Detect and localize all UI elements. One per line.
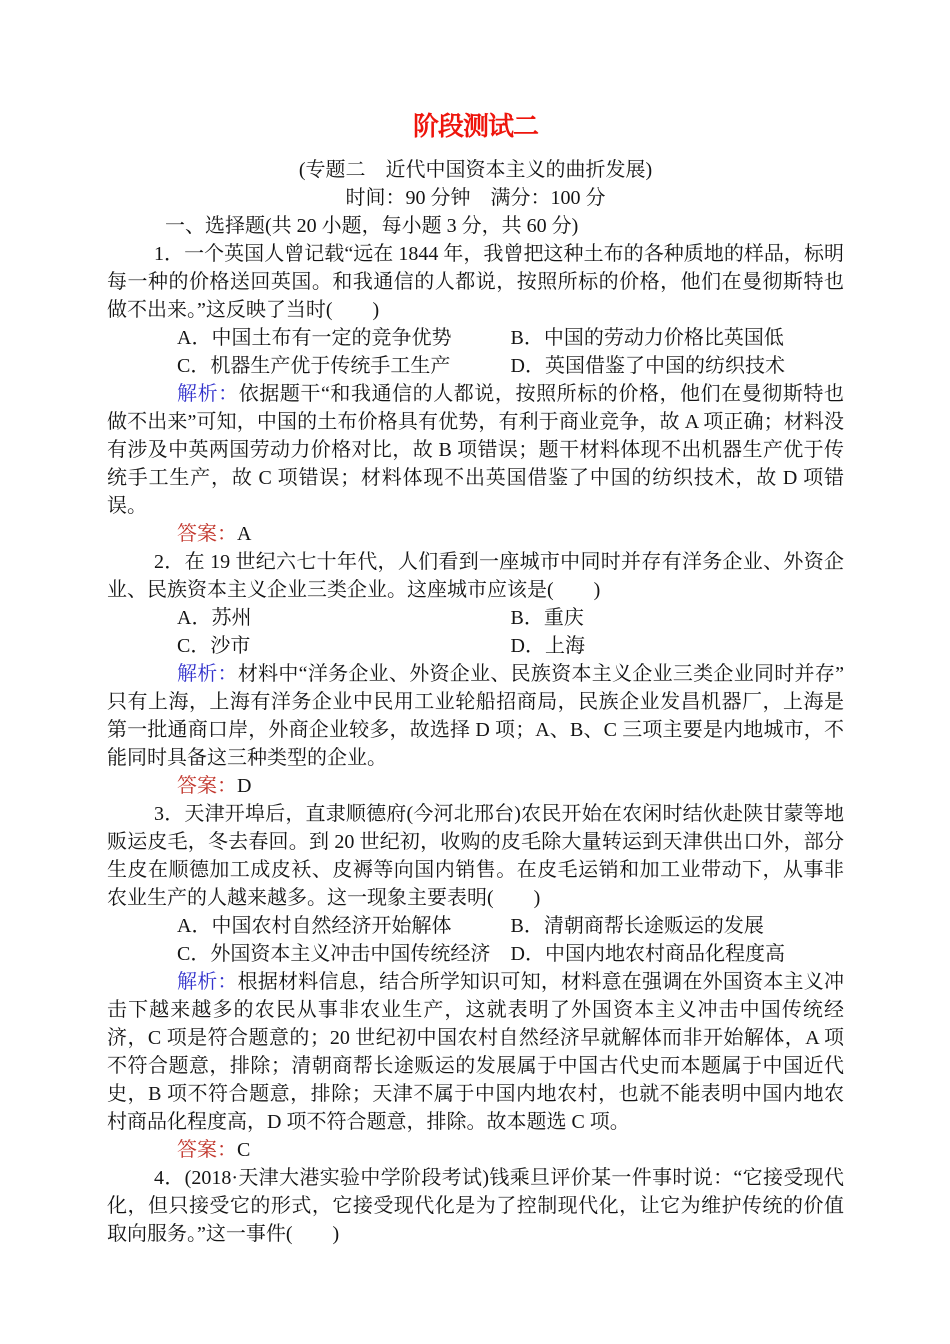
answer-label: 答案：	[177, 775, 237, 797]
analysis-label: 解析：	[177, 663, 238, 685]
option-c: C．机器生产优于传统手工生产	[177, 355, 451, 377]
answer-value: D	[237, 775, 252, 797]
analysis-text: 根据材料信息，结合所学知识可知，材料意在强调在外国资本主义冲击下越来越多的农民从事非农业生产，这就表明了外国资本主义冲击中国传统经济，C 项是符合题意的；20 世纪初中国农村自然经济早就解体而非开始解体，A 项不符合题意，排除；清朝商帮长途贩运的发展属于中国古代史而本题属于中国近代史，B 项不符合题意，排除；天津不属于中国内地农村，也就不能表明中国内地农村商品化程度高，D 项不符合题意，排除。故本题选 C 项。	[107, 971, 844, 1133]
question-block	[107, 1164, 844, 1248]
options-row	[107, 324, 844, 352]
options-row	[107, 604, 844, 632]
analysis-label: 解析：	[177, 383, 239, 405]
option-b: B．清朝商帮长途贩运的发展	[510, 915, 764, 937]
option-d: D．英国借鉴了中国的纺织技术	[510, 355, 785, 377]
options-row	[107, 940, 844, 968]
analysis-label: 解析：	[177, 971, 238, 993]
option-b: B．重庆	[510, 607, 584, 629]
answer	[107, 772, 844, 800]
question-block	[107, 800, 844, 1164]
answer-value: A	[237, 523, 252, 545]
option-c: C．外国资本主义冲击中国传统经济	[177, 943, 491, 965]
answer	[107, 1136, 844, 1164]
question-stem: 3．天津开埠后，直隶顺德府(今河北邢台)农民开始在农闲时结伙赴陕甘蒙等地贩运皮毛，冬去春回。到 20 世纪初，收购的皮毛除大量转运到天津供出口外，部分生皮在顺德加工成皮袄、皮褥等向国内销售。在皮毛运销和加工业带动下，从事非农业生产的人越来越多。这一现象主要表明( )	[107, 803, 844, 909]
answer-label: 答案：	[177, 523, 237, 545]
answer-value: C	[237, 1139, 251, 1161]
analysis-text: 依据题干“和我通信的人都说，按照所标的价格，他们在曼彻斯特也做不出来”可知，中国的土布价格具有优势，有利于商业竞争，故 A 项正确；材料没有涉及中英两国劳动力价格对比，故 B 项错误；题干材料体现不出机器生产优于传统手工生产，故 C 项错误；材料体现不出英国借鉴了中国的纺织技术，故 D 项错误。	[107, 383, 844, 517]
page-meta: 时间：90 分钟 满分：100 分	[345, 187, 606, 209]
question-block	[107, 240, 844, 548]
section-header: 一、选择题(共 20 小题，每小题 3 分，共 60 分)	[165, 215, 579, 237]
option-b: B．中国的劳动力价格比英国低	[510, 327, 784, 349]
option-c: C．沙市	[177, 635, 251, 657]
page-title: 阶段测试二	[412, 112, 538, 141]
question-stem: 2．在 19 世纪六七十年代，人们看到一座城市中同时并存有洋务企业、外资企业、民族资本主义企业三类企业。这座城市应该是( )	[107, 551, 844, 601]
questions-container	[107, 240, 844, 1248]
question-block	[107, 548, 844, 800]
option-d: D．上海	[510, 635, 585, 657]
answer	[107, 520, 844, 548]
page-subtitle: (专题二 近代中国资本主义的曲折发展)	[298, 159, 653, 181]
analysis	[107, 660, 844, 772]
options-row	[107, 912, 844, 940]
option-a: A．苏州	[177, 607, 252, 629]
analysis-text: 材料中“洋务企业、外资企业、民族资本主义企业三类企业同时并存”只有上海，上海有洋务企业中民用工业轮船招商局，民族企业发昌机器厂，上海是第一批通商口岸，外商企业较多，故选择 D 项；A、B、C 三项主要是内地城市，不能同时具备这三种类型的企业。	[107, 663, 844, 769]
option-a: A．中国农村自然经济开始解体	[177, 915, 452, 937]
options-row	[107, 352, 844, 380]
question-stem: 4．(2018·天津大港实验中学阶段考试)钱乘旦评价某一件事时说：“它接受现代化，但只接受它的形式，它接受现代化是为了控制现代化，让它为维护传统的价值取向服务。”这一事件( )	[107, 1167, 844, 1245]
analysis	[107, 968, 844, 1136]
option-d: D．中国内地农村商品化程度高	[510, 943, 785, 965]
options-row	[107, 632, 844, 660]
option-a: A．中国土布有一定的竞争优势	[177, 327, 452, 349]
question-stem: 1．一个英国人曾记载“远在 1844 年，我曾把这种土布的各种质地的样品，标明每一种的价格送回英国。和我通信的人都说，按照所标的价格，他们在曼彻斯特也做不出来。”这反映了当时( )	[107, 243, 844, 321]
analysis	[107, 380, 844, 520]
answer-label: 答案：	[177, 1139, 237, 1161]
